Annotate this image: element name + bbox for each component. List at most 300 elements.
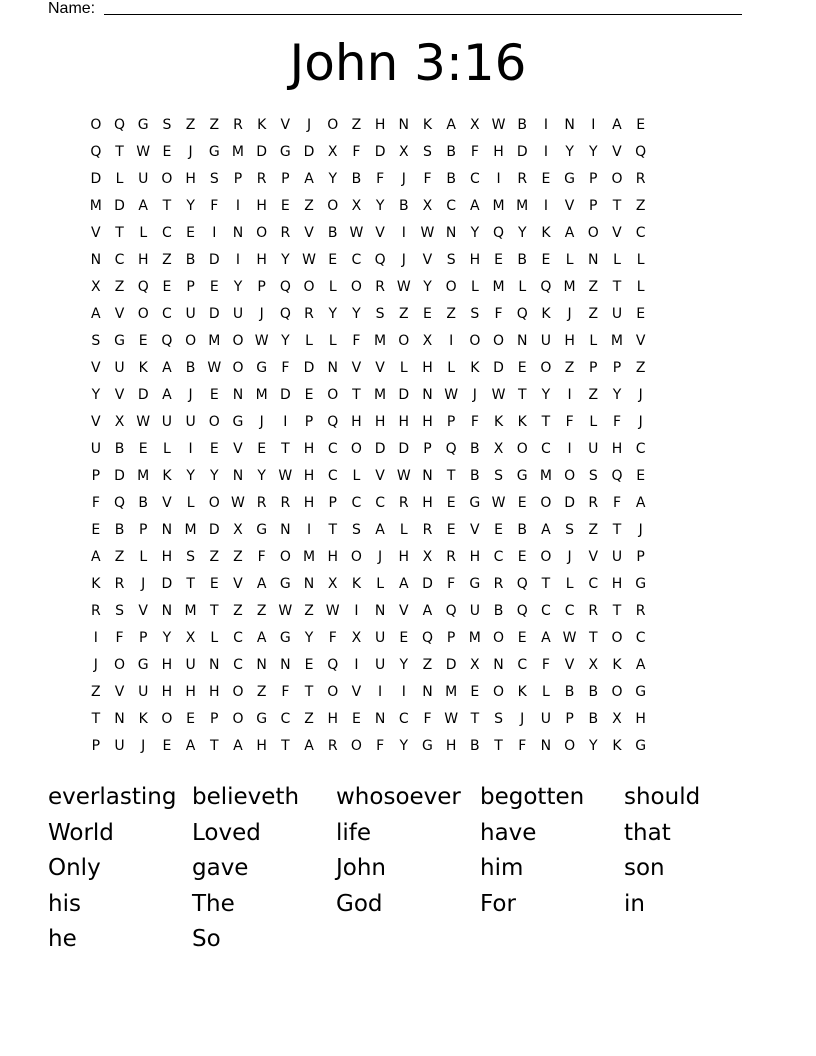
grid-letter: G (279, 630, 291, 646)
grid-letter: O (540, 495, 552, 511)
grid-letter: B (351, 171, 362, 187)
grid-letter: A (635, 495, 646, 511)
grid-letter: W (349, 225, 364, 241)
grid-letter: T (541, 414, 551, 430)
grid-letter: W (420, 225, 435, 241)
grid-letter: Z (209, 549, 220, 565)
grid-letter: P (423, 441, 432, 457)
grid-letter: Z (422, 657, 433, 673)
grid-letter: D (114, 468, 125, 484)
grid-letter: L (210, 630, 219, 646)
grid-letter: G (564, 171, 576, 187)
grid-letter: Q (114, 495, 126, 511)
grid-letter: Y (328, 171, 337, 187)
grid-letter: V (635, 333, 646, 349)
grid-letter: E (162, 144, 172, 160)
grid-letter: M (539, 468, 552, 484)
grid-letter: B (398, 198, 409, 214)
grid-letter: G (635, 576, 647, 592)
grid-letter: M (374, 333, 387, 349)
grid-letter: C (162, 225, 172, 241)
grid-letter: C (280, 711, 291, 727)
grid-letter: Z (185, 117, 196, 133)
grid-letter: N (445, 225, 457, 241)
grid-letter: U (138, 684, 149, 700)
grid-letter: E (257, 441, 267, 457)
grid-letter: A (91, 306, 101, 322)
grid-row (84, 625, 653, 652)
grid-letter: E (636, 468, 646, 484)
grid-letter: E (541, 171, 551, 187)
grid-letter: B (470, 441, 480, 457)
grid-letter: C (635, 225, 646, 241)
grid-letter: Q (540, 279, 552, 295)
grid-letter: H (422, 495, 433, 511)
grid-letter: Q (493, 225, 505, 241)
grid-letter: O (90, 117, 102, 133)
grid-letter: U (90, 441, 101, 457)
grid-letter: K (541, 225, 551, 241)
grid-letter: K (541, 306, 551, 322)
grid-letter: F (565, 414, 574, 430)
grid-letter: Y (399, 738, 409, 754)
grid-letter: V (304, 225, 314, 241)
grid-letter: W (396, 468, 411, 484)
grid-letter: D (398, 441, 410, 457)
grid-letter: R (446, 549, 457, 565)
grid-letter: J (567, 306, 572, 322)
grid-letter: R (635, 171, 646, 187)
grid-letter: X (91, 279, 101, 295)
grid-letter: Z (114, 279, 125, 295)
grid-letter: K (351, 576, 361, 592)
grid-letter: Y (210, 468, 219, 484)
grid-letter: N (114, 711, 125, 727)
word-list-item: that (624, 819, 671, 846)
grid-letter: S (494, 711, 503, 727)
grid-letter: A (233, 738, 243, 754)
grid-row (84, 166, 653, 193)
grid-letter: O (232, 711, 244, 727)
grid-letter: A (138, 198, 148, 214)
grid-letter: S (351, 522, 361, 538)
grid-letter: B (446, 144, 456, 160)
grid-letter: Q (327, 657, 339, 673)
grid-letter: U (232, 306, 244, 322)
grid-letter: K (422, 117, 433, 133)
grid-letter: D (445, 657, 457, 673)
grid-letter: P (91, 738, 101, 754)
grid-letter: E (304, 657, 314, 673)
grid-letter: M (374, 387, 387, 403)
grid-letter: Y (423, 279, 432, 295)
grid-letter: C (588, 576, 599, 592)
grid-letter: J (567, 549, 572, 565)
grid-letter: B (588, 684, 599, 700)
grid-letter: O (469, 333, 481, 349)
grid-letter: Y (162, 630, 172, 646)
grid-letter: G (469, 576, 481, 592)
grid-letter: R (588, 603, 599, 619)
word-list-item: begotten (480, 784, 585, 810)
grid-letter: E (138, 333, 148, 349)
grid-letter: U (588, 441, 599, 457)
grid-letter: J (401, 171, 406, 187)
grid-letter: Z (304, 603, 314, 619)
grid-letter: Z (304, 711, 314, 727)
grid-letter: I (591, 117, 596, 133)
grid-letter: P (138, 522, 148, 538)
grid-letter: V (280, 117, 291, 133)
grid-letter: D (114, 198, 125, 214)
grid-letter: F (352, 144, 361, 160)
grid-letter: Z (446, 306, 456, 322)
grid-letter: F (541, 657, 550, 673)
grid-letter: F (352, 333, 361, 349)
grid-letter: F (281, 684, 290, 700)
grid-letter: G (256, 522, 268, 538)
grid-letter: A (185, 738, 196, 754)
grid-letter: E (517, 495, 527, 511)
grid-letter: Y (186, 468, 195, 484)
grid-letter: N (422, 387, 433, 403)
grid-letter: V (233, 441, 243, 457)
grid-letter: A (162, 387, 172, 403)
grid-letter: T (162, 198, 172, 214)
grid-letter: A (635, 657, 646, 673)
grid-row (84, 652, 653, 679)
grid-letter: T (612, 198, 622, 214)
grid-letter: T (612, 603, 622, 619)
grid-letter: O (256, 225, 268, 241)
grid-letter: F (470, 144, 479, 160)
grid-letter: D (208, 306, 220, 322)
grid-letter: B (517, 117, 528, 133)
grid-letter: Z (635, 198, 646, 214)
grid-letter: N (493, 657, 504, 673)
grid-letter: C (517, 657, 528, 673)
grid-letter: Q (445, 441, 457, 457)
grid-letter: Q (279, 279, 291, 295)
grid-letter: N (256, 657, 267, 673)
grid-letter: B (185, 360, 196, 376)
grid-letter: O (611, 684, 623, 700)
word-list-item: believeth (192, 784, 300, 810)
grid-letter: E (209, 279, 219, 295)
grid-letter: S (115, 603, 124, 619)
grid-letter: I (354, 657, 359, 673)
grid-letter: G (232, 414, 244, 430)
grid-letter: U (540, 333, 552, 349)
grid-letter: C (351, 252, 362, 268)
grid-letter: V (612, 144, 622, 160)
grid-row (84, 193, 653, 220)
grid-letter: W (136, 144, 151, 160)
grid-letter: F (423, 171, 432, 187)
grid-letter: M (184, 603, 197, 619)
grid-letter: Y (281, 252, 290, 268)
grid-letter: O (232, 360, 244, 376)
grid-letter: E (162, 279, 172, 295)
grid-letter: C (114, 252, 125, 268)
grid-letter: N (161, 522, 173, 538)
grid-letter: E (91, 522, 101, 538)
grid-letter: O (185, 333, 197, 349)
grid-letter: A (564, 225, 575, 241)
grid-letter: J (188, 144, 193, 160)
grid-letter: L (115, 171, 124, 187)
grid-letter: J (306, 117, 312, 133)
grid-letter: H (351, 414, 362, 430)
grid-letter: H (185, 171, 196, 187)
grid-letter: T (446, 468, 456, 484)
grid-letter: I (543, 144, 548, 160)
grid-letter: M (184, 522, 197, 538)
grid-letter: O (327, 684, 339, 700)
grid-letter: Y (186, 198, 195, 214)
grid-letter: Y (257, 468, 266, 484)
grid-letter: G (279, 144, 291, 160)
grid-letter: Z (588, 279, 599, 295)
grid-letter: U (469, 603, 480, 619)
grid-letter: Q (114, 117, 126, 133)
name-underline (104, 14, 742, 15)
name-label: Name: (48, 0, 96, 17)
grid-letter: E (470, 684, 480, 700)
grid-letter: E (186, 711, 196, 727)
grid-letter: N (327, 360, 338, 376)
grid-letter: X (185, 630, 196, 646)
grid-letter: H (469, 549, 481, 565)
grid-letter: L (518, 279, 527, 295)
grid-letter: F (612, 495, 621, 511)
grid-letter: H (209, 684, 220, 700)
grid-letter: I (567, 441, 572, 457)
grid-letter: C (635, 630, 646, 646)
grid-letter: P (257, 279, 266, 295)
grid-letter: X (351, 198, 362, 214)
grid-letter: E (280, 198, 290, 214)
grid-letter: X (233, 522, 243, 538)
grid-letter: C (162, 306, 172, 322)
grid-letter: R (256, 171, 267, 187)
grid-letter: C (446, 198, 457, 214)
grid-letter: L (328, 333, 337, 349)
grid-letter: N (232, 387, 244, 403)
grid-letter: I (235, 198, 241, 214)
grid-letter: U (374, 657, 386, 673)
grid-letter: J (638, 387, 643, 403)
grid-letter: Z (588, 387, 599, 403)
grid-letter: L (352, 468, 361, 484)
grid-letter: Z (304, 198, 314, 214)
grid-letter: C (327, 468, 338, 484)
grid-letter: H (256, 252, 267, 268)
grid-letter: V (351, 684, 362, 700)
grid-letter: V (91, 414, 101, 430)
grid-letter: Z (162, 252, 172, 268)
grid-letter: Q (516, 576, 528, 592)
grid-letter: E (494, 522, 503, 538)
grid-letter: M (610, 333, 624, 349)
grid-letter: I (235, 252, 241, 268)
grid-letter: E (209, 441, 219, 457)
grid-letter: Z (233, 603, 243, 619)
grid-letter: G (137, 657, 149, 673)
grid-letter: H (445, 738, 457, 754)
grid-letter: O (327, 198, 339, 214)
grid-letter: P (612, 360, 622, 376)
grid-letter: V (375, 360, 385, 376)
grid-letter: D (374, 144, 386, 160)
grid-letter: K (493, 414, 504, 430)
grid-letter: K (612, 657, 622, 673)
grid-letter: Z (233, 549, 243, 565)
grid-letter: Z (209, 117, 220, 133)
grid-letter: R (280, 495, 291, 511)
grid-letter: O (232, 684, 244, 700)
word-list-item: him (480, 855, 524, 881)
grid-letter: R (327, 738, 338, 754)
grid-letter: W (136, 414, 151, 430)
grid-letter: X (612, 711, 622, 727)
grid-letter: J (638, 522, 643, 538)
grid-letter: W (491, 117, 506, 133)
grid-letter: Y (541, 387, 551, 403)
grid-letter: A (162, 360, 172, 376)
grid-letter: U (185, 306, 196, 322)
grid-row (84, 247, 653, 274)
grid-letter: V (351, 360, 362, 376)
grid-letter: R (304, 306, 314, 322)
grid-letter: J (93, 657, 98, 673)
grid-letter: S (494, 468, 503, 484)
grid-letter: G (256, 360, 268, 376)
grid-letter: M (492, 279, 505, 295)
grid-letter: N (90, 252, 102, 268)
word-list (48, 780, 768, 958)
grid-letter: J (141, 576, 146, 592)
grid-letter: I (543, 198, 548, 214)
grid-letter: I (188, 441, 193, 457)
grid-letter: V (398, 603, 409, 619)
grid-letter: E (209, 576, 219, 592)
grid-letter: Q (611, 468, 623, 484)
grid-letter: M (302, 549, 316, 565)
grid-letter: G (114, 333, 125, 349)
grid-letter: G (422, 738, 433, 754)
grid-letter: D (256, 144, 268, 160)
grid-letter: D (398, 387, 410, 403)
grid-letter: I (449, 333, 454, 349)
grid-letter: Y (91, 387, 101, 403)
grid-letter: I (93, 630, 98, 646)
grid-letter: T (494, 738, 503, 754)
word-list-item: John (336, 855, 387, 881)
grid-letter: B (138, 495, 149, 511)
grid-row (84, 220, 653, 247)
grid-letter: N (161, 603, 173, 619)
grid-letter: S (470, 306, 480, 322)
grid-letter: A (304, 171, 314, 187)
grid-row (84, 706, 653, 733)
grid-letter: K (612, 738, 622, 754)
grid-letter: S (91, 333, 101, 349)
grid-letter: N (374, 603, 386, 619)
grid-letter: O (564, 468, 576, 484)
grid-letter: L (163, 441, 171, 457)
grid-letter: O (161, 171, 173, 187)
grid-letter: L (376, 576, 384, 592)
grid-letter: H (256, 198, 267, 214)
grid-letter: L (613, 252, 621, 268)
grid-letter: I (401, 684, 406, 700)
word-list-item: whosoever (336, 784, 461, 810)
grid-letter: W (207, 360, 222, 376)
grid-letter: U (611, 306, 623, 322)
word-list-item: Loved (192, 819, 261, 846)
word-list-item: son (624, 855, 665, 881)
grid-letter: J (141, 738, 146, 754)
grid-letter: U (114, 360, 125, 376)
grid-letter: T (470, 711, 480, 727)
grid-letter: K (517, 414, 527, 430)
grid-letter: V (422, 252, 433, 268)
grid-letter: P (589, 360, 598, 376)
grid-letter: N (232, 225, 244, 241)
grid-letter: E (304, 387, 314, 403)
grid-letter: F (115, 630, 124, 646)
grid-letter: R (588, 495, 599, 511)
grid-letter: Z (635, 360, 646, 376)
grid-letter: H (327, 549, 338, 565)
grid-letter: P (186, 279, 195, 295)
grid-letter: N (422, 468, 433, 484)
grid-row (84, 355, 653, 382)
grid-row (84, 301, 653, 328)
grid-letter: F (91, 495, 100, 511)
grid-letter: M (468, 630, 481, 646)
grid-letter: V (564, 657, 575, 673)
grid-letter: L (447, 360, 456, 376)
grid-letter: V (375, 468, 385, 484)
grid-letter: E (399, 630, 409, 646)
grid-letter: D (516, 144, 528, 160)
grid-letter: O (564, 738, 576, 754)
grid-letter: O (350, 738, 362, 754)
grid-letter: R (90, 603, 101, 619)
grid-letter: H (374, 117, 386, 133)
grid-letter: Z (256, 684, 267, 700)
grid-letter: G (256, 711, 268, 727)
grid-row (84, 274, 653, 301)
grid-letter: S (375, 306, 385, 322)
grid-letter: U (374, 630, 386, 646)
grid-letter: H (611, 441, 623, 457)
word-list-item: should (624, 784, 701, 810)
grid-letter: B (470, 468, 480, 484)
grid-row (84, 571, 653, 598)
grid-letter: F (210, 198, 219, 214)
grid-letter: E (517, 549, 527, 565)
grid-letter: C (327, 441, 338, 457)
grid-letter: C (351, 495, 362, 511)
grid-letter: W (325, 603, 340, 619)
grid-letter: O (137, 306, 149, 322)
grid-letter: C (375, 495, 385, 511)
grid-letter: D (303, 360, 315, 376)
grid-letter: D (208, 252, 220, 268)
